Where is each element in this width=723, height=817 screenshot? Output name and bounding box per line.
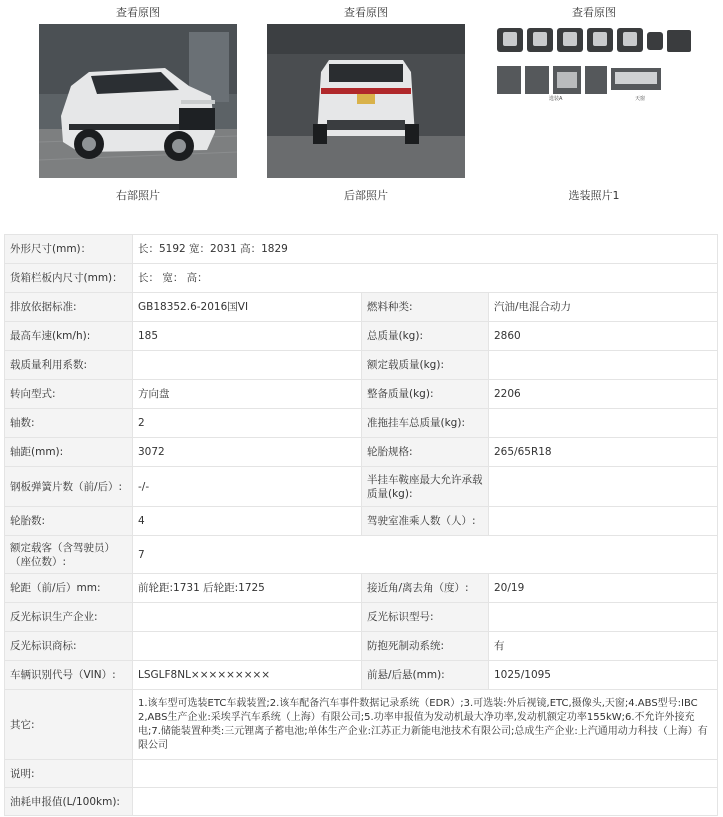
- reflector-brand-value: [133, 632, 362, 661]
- axles-value: 2: [133, 409, 362, 438]
- suv-rear-image: [267, 24, 465, 178]
- table-row: [5, 760, 718, 788]
- rated-load-value: [489, 351, 718, 380]
- total-mass-label: 总质量(kg):: [362, 322, 489, 351]
- table-row: [5, 293, 718, 322]
- track-label: 轮距（前/后）mm:: [5, 574, 133, 603]
- right-side-photo[interactable]: [39, 24, 237, 178]
- tire-spec-value: 265/65R18: [489, 438, 718, 467]
- remarks-value: [133, 760, 718, 788]
- cargo-dimensions-label: 货箱栏板内尺寸(mm)：: [5, 264, 133, 293]
- suv-front-three-quarter-image: [39, 24, 237, 178]
- table-row: [5, 507, 718, 536]
- table-row: [5, 235, 718, 264]
- max-speed-value: 185: [133, 322, 362, 351]
- reflector-model-label: 反光标识型号:: [362, 603, 489, 632]
- view-original-link-optional[interactable]: 查看原图: [572, 6, 616, 19]
- tire-count-value: 4: [133, 507, 362, 536]
- reflector-brand-label: 反光标识商标:: [5, 632, 133, 661]
- cab-seats-value: [489, 507, 718, 536]
- reflector-model-value: [489, 603, 718, 632]
- load-util-value: [133, 351, 362, 380]
- fuel-type-value: 汽油/电混合动力: [489, 293, 718, 322]
- table-row: [5, 351, 718, 380]
- photo-gallery: [0, 0, 723, 215]
- vin-value: LSGLF8NL×××××××××: [133, 661, 362, 690]
- photo-caption-right: 右部照片: [116, 189, 160, 202]
- other-notes-value: 1.该车型可选装ETC车载装置;2.该车配备汽车事件数据记录系统（EDR）;3.可选装:外后视镜,ETC,摄像头,天窗;4.ABS型号:IBC 2,ABS生产企业:采埃孚汽车系统（上海）有限公司;5.功率申报值为发动机最大净功率,发动机额定功率155kW;6.不允许外接充电;7.储能装置种类:三元锂离子蓄电池;单体生产企业:江苏正力新能电池技术有限公司;总成生产企业:上汽通用动力科技（上海）有限公司: [133, 690, 718, 760]
- tire-spec-label: 轮胎规格:: [362, 438, 489, 467]
- steering-label: 转向型式:: [5, 380, 133, 409]
- table-row: [5, 536, 718, 574]
- table-row: [5, 788, 718, 816]
- wheelbase-label: 轴距(mm):: [5, 438, 133, 467]
- fuel-consumption-label: 油耗申报值(L/100km):: [5, 788, 133, 816]
- fuel-type-label: 燃料种类:: [362, 293, 489, 322]
- optional-equipment-collage: [495, 24, 695, 178]
- rear-photo[interactable]: [267, 24, 465, 178]
- photo-col-right: [24, 0, 252, 215]
- cab-seats-label: 驾驶室准乘人数（人）:: [362, 507, 489, 536]
- leaf-springs-value: -/-: [133, 467, 362, 507]
- table-row: [5, 409, 718, 438]
- table-row: [5, 661, 718, 690]
- table-row: [5, 467, 718, 507]
- dimensions-value: 长：5192 宽：2031 高：1829: [133, 235, 718, 264]
- view-original-link-rear[interactable]: 查看原图: [344, 6, 388, 19]
- overhang-value: 1025/1095: [489, 661, 718, 690]
- cargo-dimensions-value: 长： 宽： 高：: [133, 264, 718, 293]
- vehicle-spec-table: [4, 234, 718, 816]
- optional-photo[interactable]: [495, 24, 695, 178]
- rated-passengers-label: 额定载客（含驾驶员）（座位数）:: [5, 536, 133, 574]
- wheelbase-value: 3072: [133, 438, 362, 467]
- photo-col-optional: [480, 0, 708, 215]
- table-row: [5, 603, 718, 632]
- vin-label: 车辆识别代号（VIN）:: [5, 661, 133, 690]
- tire-count-label: 轮胎数:: [5, 507, 133, 536]
- photo-caption-rear: 后部照片: [344, 189, 388, 202]
- max-speed-label: 最高车速(km/h):: [5, 322, 133, 351]
- axles-label: 轴数:: [5, 409, 133, 438]
- table-row: [5, 438, 718, 467]
- angles-value: 20/19: [489, 574, 718, 603]
- other-label: 其它:: [5, 690, 133, 760]
- curb-mass-value: 2206: [489, 380, 718, 409]
- emission-std-value: GB18352.6-2016国VI: [133, 293, 362, 322]
- remarks-label: 说明:: [5, 760, 133, 788]
- track-value: 前轮距:1731 后轮距:1725: [133, 574, 362, 603]
- photo-caption-optional: 选装照片1: [568, 189, 620, 202]
- abs-value: 有: [489, 632, 718, 661]
- table-row: [5, 632, 718, 661]
- trailer-mass-label: 准拖挂车总质量(kg):: [362, 409, 489, 438]
- saddle-load-value: [489, 467, 718, 507]
- leaf-springs-label: 钢板弹簧片数（前/后）:: [5, 467, 133, 507]
- total-mass-value: 2860: [489, 322, 718, 351]
- photo-col-rear: [252, 0, 480, 215]
- table-row: [5, 380, 718, 409]
- load-util-label: 载质量利用系数:: [5, 351, 133, 380]
- optional-thumb-label-a: 选装A: [549, 96, 563, 102]
- table-row: [5, 574, 718, 603]
- table-row: [5, 322, 718, 351]
- view-original-link-right[interactable]: 查看原图: [116, 6, 160, 19]
- table-row: [5, 690, 718, 760]
- reflector-maker-label: 反光标识生产企业:: [5, 603, 133, 632]
- fuel-consumption-value: [133, 788, 718, 816]
- rated-load-label: 额定载质量(kg):: [362, 351, 489, 380]
- rated-passengers-value: 7: [133, 536, 718, 574]
- emission-std-label: 排放依据标准:: [5, 293, 133, 322]
- steering-value: 方向盘: [133, 380, 362, 409]
- table-row: [5, 264, 718, 293]
- dimensions-label: 外形尺寸(mm)：: [5, 235, 133, 264]
- overhang-label: 前悬/后悬(mm):: [362, 661, 489, 690]
- curb-mass-label: 整备质量(kg):: [362, 380, 489, 409]
- optional-thumb-label-sunroof: 天窗: [635, 96, 646, 102]
- reflector-maker-value: [133, 603, 362, 632]
- saddle-load-label: 半挂车鞍座最大允许承载质量(kg):: [362, 467, 489, 507]
- angles-label: 接近角/离去角（度）:: [362, 574, 489, 603]
- abs-label: 防抱死制动系统:: [362, 632, 489, 661]
- trailer-mass-value: [489, 409, 718, 438]
